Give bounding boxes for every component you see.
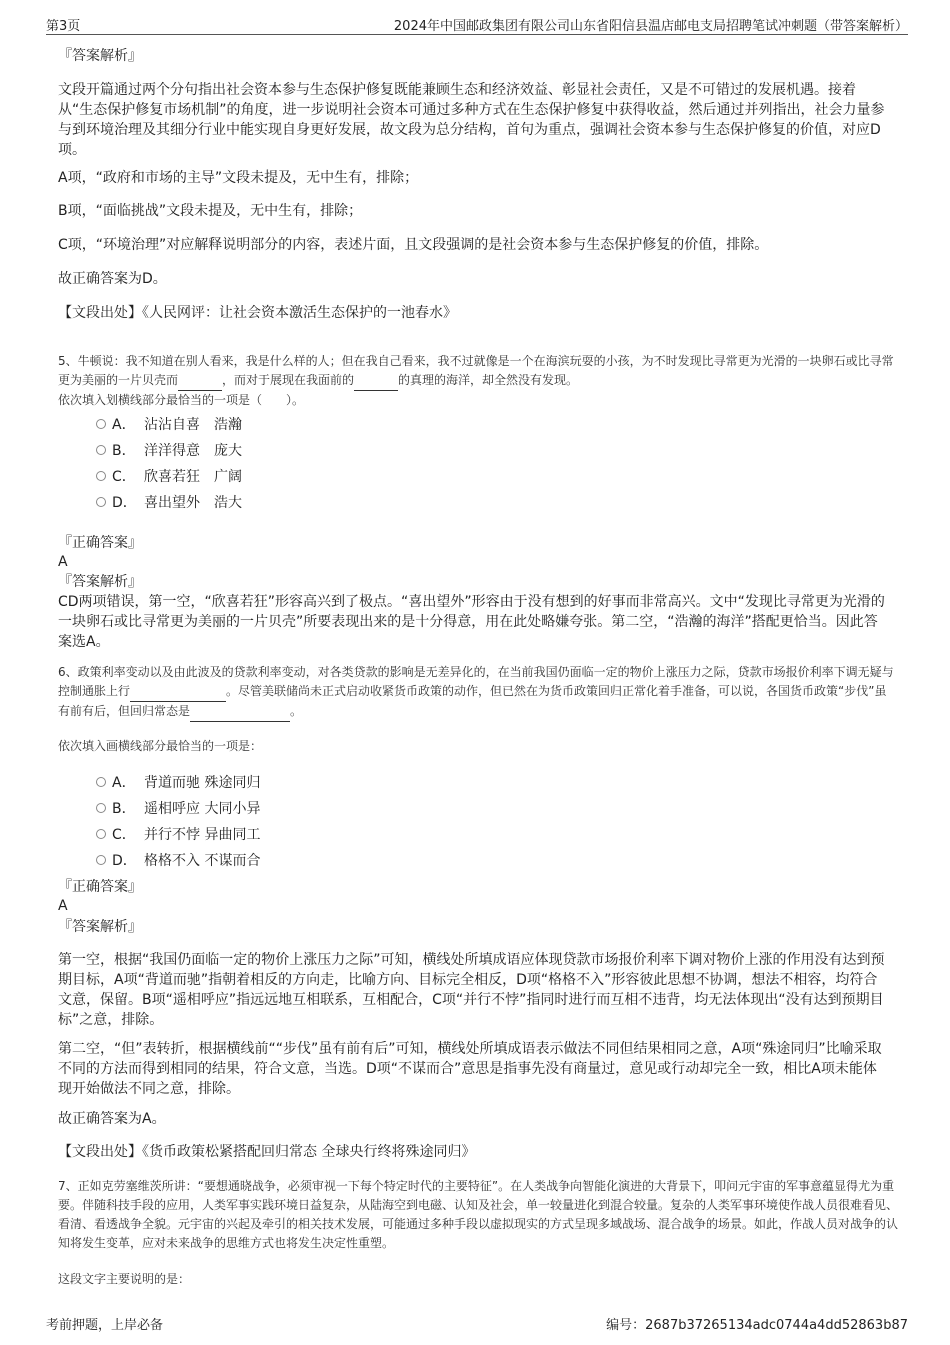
footer-serial: 编号：2687b37265134adc0744a4dd52863b87	[606, 1318, 908, 1333]
q4-analysis-p5: 故正确答案为D。	[58, 271, 167, 287]
radio-icon[interactable]	[96, 777, 106, 787]
q6-option-a[interactable]: A． 背道而驰 殊途同归	[96, 772, 260, 792]
q6-option-b[interactable]: B． 遥相呼应 大同小异	[96, 798, 260, 818]
q6-analysis-p1: 第一空，根据“我国仍面临一定的物价上涨压力之际”可知，横线处所填成语应体现贷款市场报价利率下调对物价上涨的作用没有达到预期目标，A项“背道而驰”指朝着相反的方向走，比喻方向、目标完全相反，D项“格格不入”形容彼此思想不协调，想法不相容，均符合文意，保留。B项“遥相呼应”指远远地互相联系，互相配合，C项“并行不悖”指同时进行而互相不违背，均无法体现出“没有达到预期目标”之意，排除。	[58, 952, 885, 1028]
q4-analysis-p1: 文段开篇通过两个分句指出社会资本参与生态保护修复既能兼顾生态和经济效益、彰显社会责任，又是不可错过的发展机遇。接着从“生态保护修复市场机制”的角度，进一步说明社会资本可通过多种方式在生态保护修复中获得收益，然后通过并列指出，社会力量参与到环境治理及其细分行业中能实现自身更好发展，故文段为总分结构，首句为重点，强调社会资本参与生态保护修复的价值，对应D项。	[58, 82, 885, 158]
q6-answer: A	[58, 898, 68, 914]
q5-option-c[interactable]: C． 欣喜若狂 广阔	[96, 466, 242, 486]
q5-answer: A	[58, 554, 68, 570]
q5-stem: 5、牛顿说：我不知道在别人看来，我是什么样的人；但在我自己看来，我不过就像是一个在海滨玩耍的小孩，为不时发现比寻常更为光滑的一块卵石或比寻常更为美丽的一片贝壳而 ，而对于展现在我面前的 的真理的海洋，却全然没有发现。	[58, 352, 898, 391]
q6-prompt: 依次填入画横线部分最恰当的一项是：	[58, 739, 263, 753]
q5-prompt: 依次填入划横线部分最恰当的一项是（ ）。	[58, 393, 305, 407]
document-title: 2024年中国邮政集团有限公司山东省阳信县温店邮电支局招聘笔试冲刺题（带答案解析）	[393, 19, 908, 34]
q5-analysis-label: 『答案解析』	[58, 574, 142, 590]
q6-source: 【文段出处】《货币政策松紧搭配回归常态 全球央行终将殊途同归》	[58, 1144, 476, 1160]
q6-analysis-label: 『答案解析』	[58, 919, 142, 935]
q6-option-c[interactable]: C． 并行不悖 异曲同工	[96, 824, 260, 844]
q7-prompt: 这段文字主要说明的是：	[58, 1272, 191, 1286]
q5-blank-1	[178, 371, 222, 391]
q7-stem: 7、正如克劳塞维茨所讲：“要想通晓战争，必须审视一下每个特定时代的主要特征”。在人类战争向智能化演进的大背景下，叩问元宇宙的军事意蕴显得尤为重要。伴随科技手段的应用，人类军事实践环境日益复杂，从陆海空到电磁、认知及社会，单一较量进化到混合较量。复杂的人类军事环境使作战人员很难看见、看清、看透战争全貌。元宇宙的兴起及牵引的相关技术发展，可能通过多种手段以虚拟现实的方式呈现多域战场、混合战争的场景。如此，作战人员对战争的认知将发生变革，应对未来战争的思维方式也将发生决定性重塑。	[58, 1179, 899, 1250]
q4-analysis-p4: C项，“环境治理”对应解释说明部分的内容，表述片面，且文段强调的是社会资本参与生态保护修复的价值，排除。	[58, 237, 769, 253]
radio-icon[interactable]	[96, 445, 106, 455]
page-footer	[46, 1314, 908, 1334]
q5-answer-label: 『正确答案』	[58, 535, 142, 551]
page-header	[46, 12, 908, 35]
q5-blank-2	[354, 371, 398, 391]
q4-analysis-label: 『答案解析』	[58, 48, 142, 64]
q5-analysis: CD两项错误，第一空，“欣喜若狂”形容高兴到了极点。“喜出望外”形容由于没有想到的好事而非常高兴。文中“发现比寻常更为光滑的一块卵石或比寻常更为美丽的一片贝壳”所要表现出来的是十分得意，用在此处略嫌夸张。第二空，“浩瀚的海洋”搭配更恰当。因此答案选A。	[58, 594, 885, 650]
radio-icon[interactable]	[96, 803, 106, 813]
q6-analysis-p3: 故正确答案为A。	[58, 1111, 166, 1127]
page-number: 第3页	[46, 19, 81, 34]
radio-icon[interactable]	[96, 829, 106, 839]
q5-option-d[interactable]: D． 喜出望外 浩大	[96, 492, 242, 512]
q5-option-a[interactable]: A． 沾沾自喜 浩瀚	[96, 414, 242, 434]
q6-option-d[interactable]: D． 格格不入 不谋而合	[96, 850, 260, 870]
q4-analysis-p3: B项，“面临挑战”文段未提及，无中生有，排除；	[58, 203, 363, 219]
q4-analysis-p2: A项，“政府和市场的主导”文段未提及，无中生有，排除；	[58, 170, 419, 186]
q6-blank-2	[190, 702, 290, 722]
radio-icon[interactable]	[96, 855, 106, 865]
radio-icon[interactable]	[96, 419, 106, 429]
radio-icon[interactable]	[96, 471, 106, 481]
radio-icon[interactable]	[96, 497, 106, 507]
q6-stem: 6、政策利率变动以及由此波及的贷款利率变动，对各类贷款的影响是无差异化的，在当前我国仍面临一定的物价上涨压力之际，贷款市场报价利率下调无疑与控制通胀上行 。尽管美联储尚未正式启动收紧货币政策的动作，但已然在为货币政策回归正常化着手准备，可以说，各国货币政策“步伐”虽有前有后，但回归常态是 。	[58, 663, 898, 722]
q4-source: 【文段出处】《人民网评：让社会资本激活生态保护的一池春水》	[58, 305, 457, 321]
q6-answer-label: 『正确答案』	[58, 879, 142, 895]
q5-option-b[interactable]: B． 洋洋得意 庞大	[96, 440, 242, 460]
q6-blank-1	[130, 682, 226, 702]
footer-slogan: 考前押题，上岸必备	[46, 1318, 164, 1333]
q6-analysis-p2: 第二空，“但”表转折，根据横线前““步伐”虽有前有后”可知，横线处所填成语表示做法不同但结果相同之意，A项“殊途同归”比喻采取不同的方法而得到相同的结果，符合文意，当选。D项“不谋而合”意思是指事先没有商量过，意见或行动却完全一致，相比A项未能体现开始做法不同之意，排除。	[58, 1041, 882, 1097]
